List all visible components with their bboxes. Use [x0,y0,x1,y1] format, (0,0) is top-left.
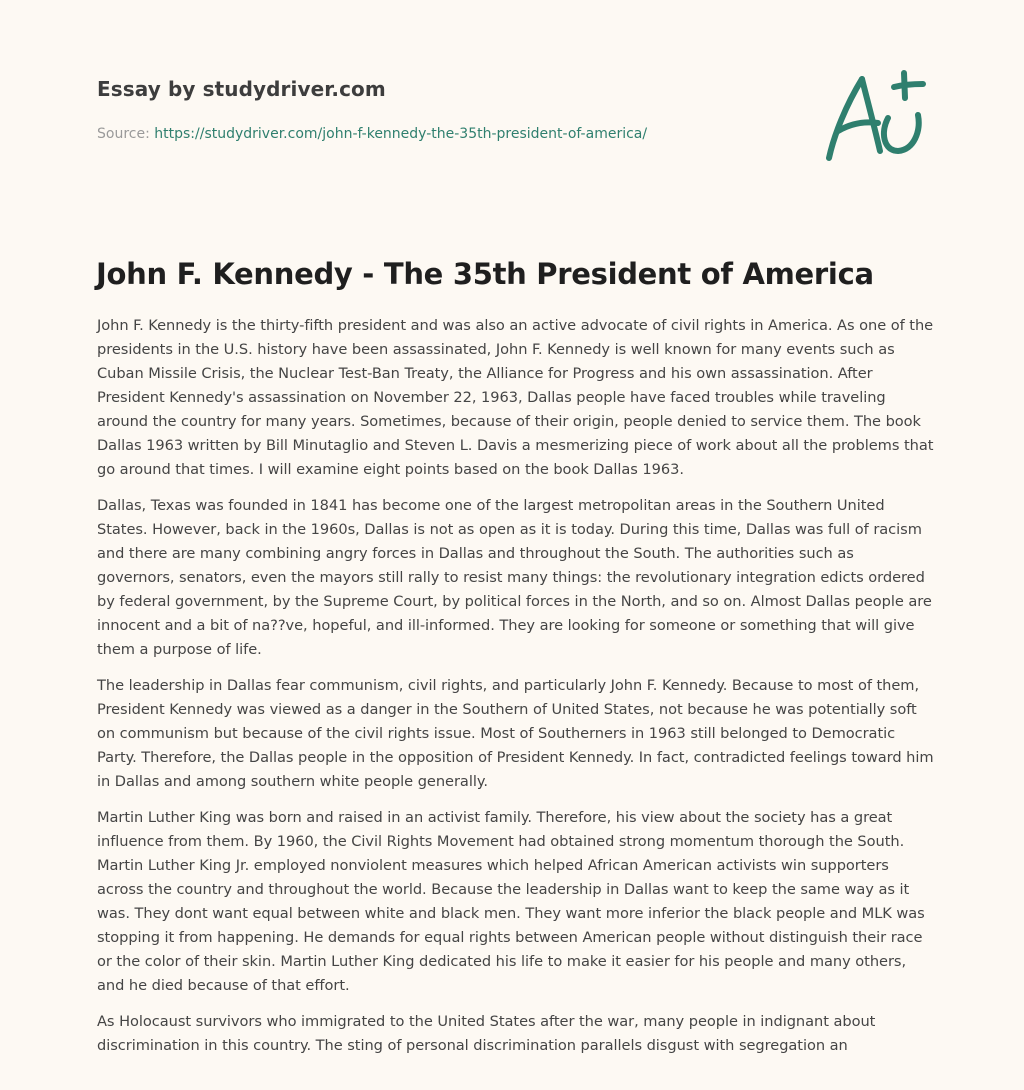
source-line [97,124,797,144]
essay-title: John F. Kennedy - The 35th President of America [96,257,874,291]
brand-title: Essay by studydriver.com [97,77,386,101]
essay-paragraph: John F. Kennedy is the thirty-fifth president and was also an active advocate of civil rights in America. As one of the presidents in the U.S. history have been assassinated, John F. Kennedy is well known for many events such as Cuban Missile Crisis, the Nuclear Test-Ban Treaty, the Alliance for Progress and his own assassination. After President Kennedy's assassination on November 22, 1963, Dallas people have faced troubles while traveling around the country for many years. Sometimes, because of their origin, people denied to service them. The book Dallas 1963 written by Bill Minutaglio and Steven L. Davis a mesmerizing piece of work about all the problems that go around that times. I will examine eight points based on the book Dallas 1963. [97,317,934,478]
source-label: Source: [97,126,155,142]
essay-header [97,74,797,144]
essay-paragraph: Dallas, Texas was founded in 1841 has become one of the largest metropolitan areas in the Southern United States. However, back in the 1960s, Dallas is not as open as it is today. During this time, Dallas was full of racism and there are many combining angry forces in Dallas and throughout the South. The authorities such as governors, senators, even the mayors still rally to resist many things: the revolutionary integration edicts ordered by federal government, by the Supreme Court, by political forces in the North, and so on. Almost Dallas people are innocent and a bit of na??ve, hopeful, and ill-informed. They are looking for someone or something that will give them a purpose of life. [97,497,932,658]
essay-body [97,314,935,1070]
a-plus-grade-icon [820,65,930,165]
source-link[interactable]: https://studydriver.com/john-f-kennedy-the-35th-president-of-america/ [154,126,648,142]
essay-paragraph: The leadership in Dallas fear communism, civil rights, and particularly John F. Kennedy. Because to most of them, President Kennedy was viewed as a danger in the Southern of United States, not because he was potentially soft on communism but because of the civil rights issue. Most of Southerners in 1963 still belonged to Democratic Party. Therefore, the Dallas people in the opposition of President Kennedy. In fact, contradicted feelings toward him in Dallas and among southern white people generally. [97,677,934,790]
essay-paragraph: Martin Luther King was born and raised in an activist family. Therefore, his view about the society has a great influence from them. By 1960, the Civil Rights Movement had obtained strong momentum thorough the South. Martin Luther King Jr. employed nonviolent measures which helped African American activists win supporters across the country and throughout the world. Because the leadership in Dallas want to keep the same way as it was. They dont want equal between white and black men. They want more inferior the black people and MLK was stopping it from happening. He demands for equal rights between American people without distinguish their race or the color of their skin. Martin Luther King dedicated his life to make it easier for his people and many others, and he died because of that effort. [97,809,925,994]
essay-paragraph: As Holocaust survivors who immigrated to the United States after the war, many people in indignant about discrimination in this country. The sting of personal discrimination parallels disgust with segregation an [97,1013,876,1054]
